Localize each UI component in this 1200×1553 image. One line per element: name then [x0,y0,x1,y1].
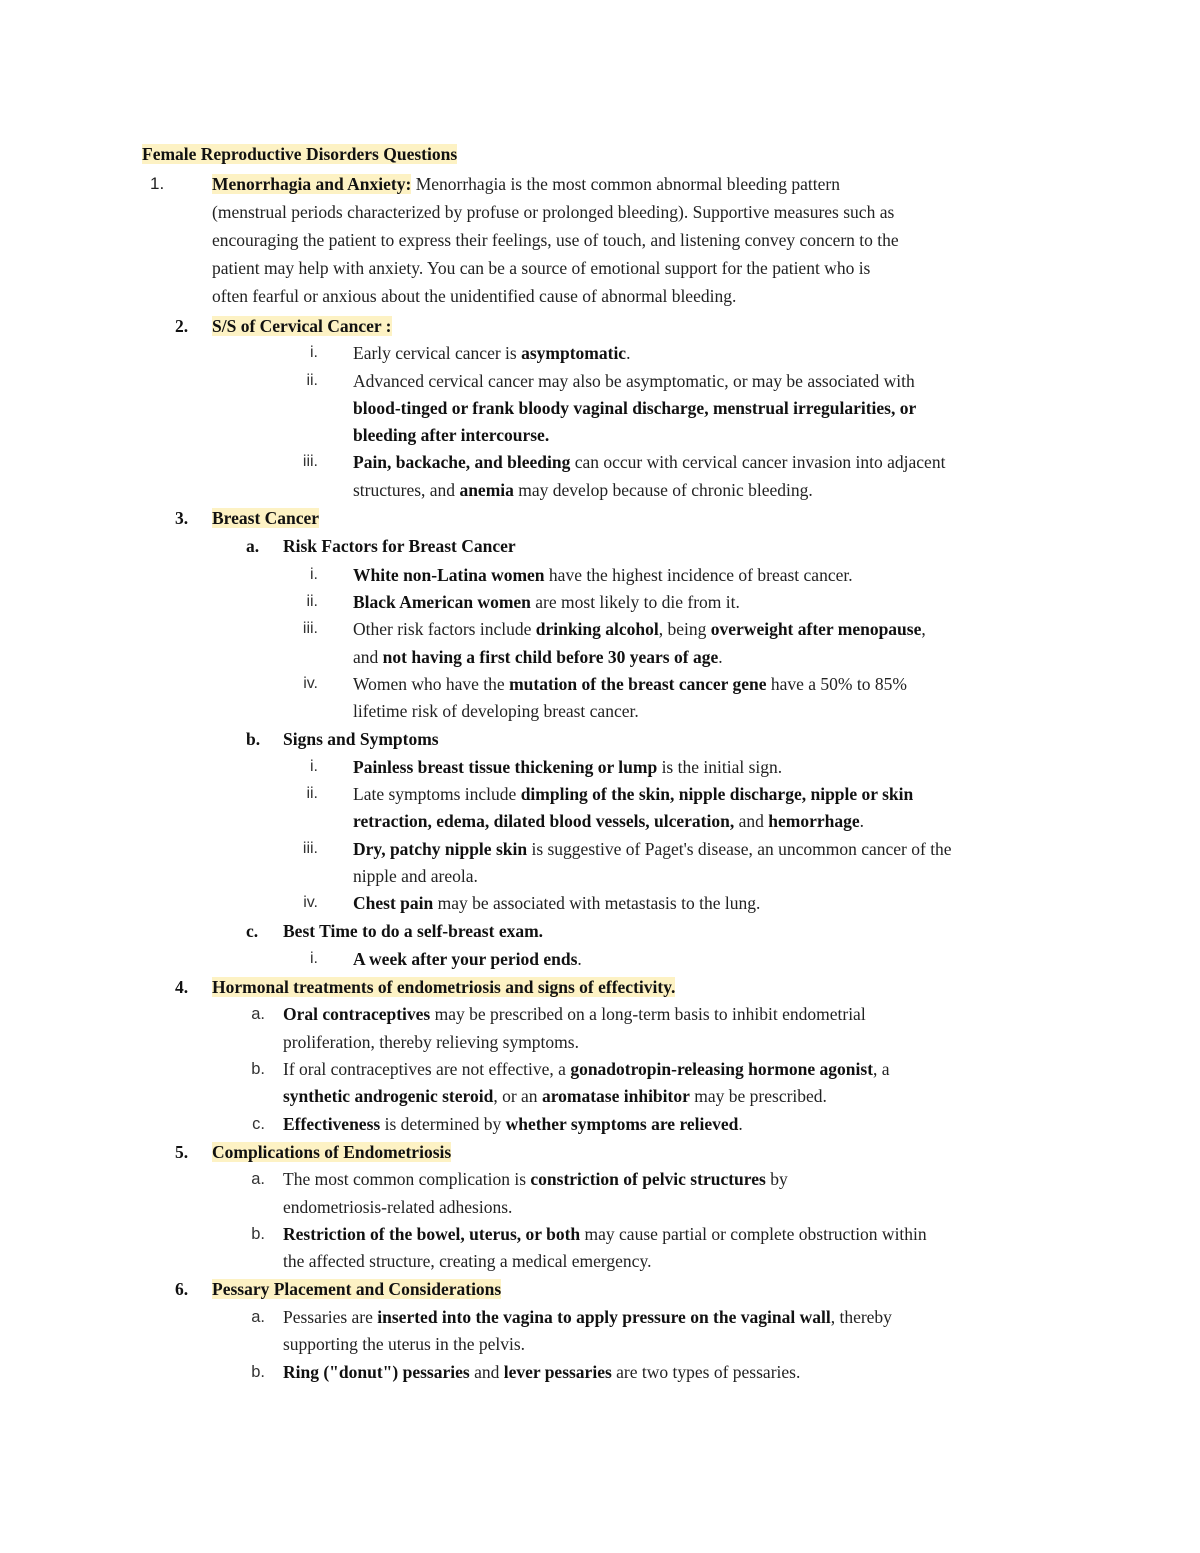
q3-b-ii-line-2: retraction, edema, dilated blood vessels, ulceration, and hemorrhage. [353,811,865,831]
q1-number: 1. [150,174,165,193]
q4-a-mark: a. [251,1005,265,1023]
q4-heading: Hormonal treatments of endometriosis and signs of effectivity. [212,977,676,997]
q6-b-line: Ring ("donut") pessaries and lever pessaries are two types of pessaries. [283,1362,801,1382]
q3-a-ii-line: Black American women are most likely to die from it. [353,592,740,612]
q4-a-line-1: Oral contraceptives may be prescribed on a long-term basis to inhibit endometrial [283,1004,866,1024]
q3-b-iv-line: Chest pain may be associated with metastasis to the lung. [353,893,761,913]
q3-a-heading: Risk Factors for Breast Cancer [283,536,516,556]
q3-b-iii-line-1: Dry, patchy nipple skin is suggestive of Paget's disease, an uncommon cancer of the [353,839,952,859]
q1-line-2: (menstrual periods characterized by profuse or prolonged bleeding). Supportive measures such as [212,202,895,222]
q6-a-line-2: supporting the uterus in the pelvis. [283,1334,526,1354]
q3-a-iv-line-1: Women who have the mutation of the breast cancer gene have a 50% to 85% [353,674,907,694]
q3-a-i-line: White non-Latina women have the highest incidence of breast cancer. [353,565,853,585]
q2-number: 2. [175,316,189,336]
q6-heading-line [212,1277,501,1301]
q1-line-3: encouraging the patient to express their feelings, use of touch, and listening convey concern to the [212,230,899,250]
q4-heading-line [212,975,675,999]
q4-a-line-2: proliferation, thereby relieving symptoms. [283,1032,579,1052]
q5-b-line-2: the affected structure, creating a medical emergency. [283,1251,652,1271]
q5-a-mark: a. [251,1170,265,1188]
title-text: Female Reproductive Disorders Questions [142,144,458,164]
q4-number: 4. [175,977,189,997]
q1-line-1 [212,172,840,196]
q2-ii-line-1: Advanced cervical cancer may also be asymptomatic, or may be associated with [353,371,915,391]
q5-heading: Complications of Endometriosis [212,1142,452,1162]
q6-a-mark: a. [251,1308,265,1326]
q3-b-iv-mark: iv. [303,894,318,911]
q3-heading: Breast Cancer [212,508,320,528]
q3-a-iii-mark: iii. [302,620,318,637]
q2-ii-line-3: bleeding after intercourse. [353,425,550,445]
q3-c-i-line: A week after your period ends. [353,949,582,969]
q3-a-iv-line-2: lifetime risk of developing breast cancer. [353,701,639,721]
q3-b-ii-line-1: Late symptoms include dimpling of the skin, nipple discharge, nipple or skin [353,784,914,804]
q4-c-mark: c. [252,1115,265,1133]
q3-c-heading: Best Time to do a self-breast exam. [283,921,544,941]
q2-ii-mark: ii. [306,372,318,389]
q3-heading-line [212,506,319,530]
q5-heading-line [212,1140,451,1164]
q3-number: 3. [175,508,189,528]
q2-iii-line-2: structures, and anemia may develop because of chronic bleeding. [353,480,813,500]
q2-heading: S/S of Cervical Cancer : [212,316,392,336]
q4-b-line-2: synthetic androgenic steroid, or an aromatase inhibitor may be prescribed. [283,1086,827,1106]
q5-b-mark: b. [251,1225,265,1243]
q3-c-mark: c. [246,921,259,941]
q3-b-iii-mark: iii. [302,840,318,857]
q3-b-i-line: Painless breast tissue thickening or lump is the initial sign. [353,757,783,777]
q5-a-line-2: endometriosis-related adhesions. [283,1197,513,1217]
q3-a-i-mark: i. [310,566,318,583]
q4-c-line: Effectiveness is determined by whether symptoms are relieved. [283,1114,743,1134]
q3-b-i-mark: i. [310,758,318,775]
q6-a-line-1: Pessaries are inserted into the vagina to apply pressure on the vaginal wall, thereby [283,1307,892,1327]
q5-a-line-1: The most common complication is constriction of pelvic structures by [283,1169,788,1189]
q3-a-iii-line-1: Other risk factors include drinking alcohol, being overweight after menopause, [353,619,926,639]
q1-line-4: patient may help with anxiety. You can be a source of emotional support for the patient who is [212,258,871,278]
q5-number: 5. [175,1142,189,1162]
q3-a-ii-mark: ii. [306,593,318,610]
q3-b-mark: b. [246,729,261,749]
q3-a-mark: a. [246,536,260,556]
q2-heading-line [212,314,392,338]
q2-i-mark: i. [310,344,318,361]
q2-ii-line-2: blood-tinged or frank bloody vaginal discharge, menstrual irregularities, or [353,398,917,418]
q3-b-heading: Signs and Symptoms [283,729,439,749]
q3-b-ii-mark: ii. [306,785,318,802]
q6-number: 6. [175,1279,189,1299]
document-title [142,142,457,166]
q2-i-line: Early cervical cancer is asymptomatic. [353,343,631,363]
q2-iii-mark: iii. [302,453,318,470]
q6-heading: Pessary Placement and Considerations [212,1279,502,1299]
q3-c-i-mark: i. [310,950,318,967]
q6-b-mark: b. [251,1363,265,1381]
q3-a-iii-line-2: and not having a first child before 30 years of age. [353,647,723,667]
q3-a-iv-mark: iv. [303,675,318,692]
q4-b-mark: b. [251,1060,265,1078]
q4-b-line-1: If oral contraceptives are not effective, a gonadotropin-releasing hormone agonist, a [283,1059,890,1079]
q1-text-1: Menorrhagia is the most common abnormal bleeding pattern [415,174,840,194]
q2-iii-line-1: Pain, backache, and bleeding can occur with cervical cancer invasion into adjacent [353,452,946,472]
q3-b-iii-line-2: nipple and areola. [353,866,478,886]
q5-b-line-1: Restriction of the bowel, uterus, or both may cause partial or complete obstruction within [283,1224,927,1244]
q1-line-5: often fearful or anxious about the unidentified cause of abnormal bleeding. [212,286,737,306]
q1-heading: Menorrhagia and Anxiety: [212,174,412,194]
